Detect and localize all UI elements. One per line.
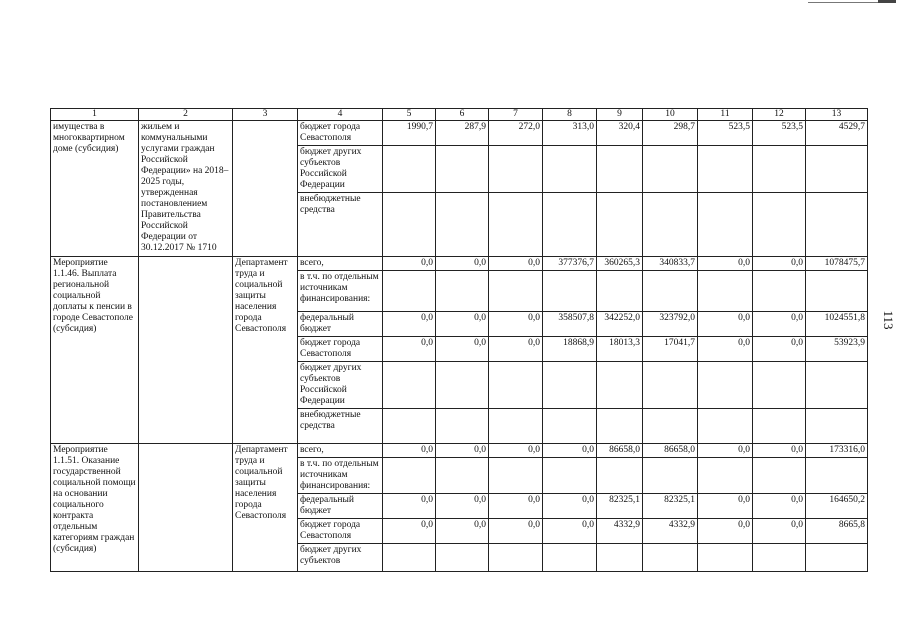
funding-source-label: бюджет других субъектов Российской Федерации [298, 146, 383, 193]
value-cell-col-6 [436, 193, 489, 257]
value-cell-col-6: 0,0 [436, 494, 489, 519]
value-cell-col-9: 342252,0 [597, 312, 643, 337]
value-cell-col-5 [383, 458, 436, 494]
value-cell-col-10: 4332,9 [643, 519, 698, 544]
group-col1-cell: имущества в многоквартирном доме (субсидия) [51, 121, 139, 257]
group-col3-cell: Департамент труда и социальной защиты населения города Севастополя [233, 257, 298, 444]
header-cell-8: 8 [543, 109, 597, 121]
value-cell-col-8: 18868,9 [543, 337, 597, 362]
header-cell-11: 11 [698, 109, 753, 121]
group-col1-cell: Мероприятие 1.1.51. Оказание государственной социальной помощи на основании социального контракта отдельным категориям граждан (субсидия) [51, 444, 139, 572]
value-cell-col-12 [753, 146, 806, 193]
group-col2-cell [139, 257, 233, 444]
value-cell-col-12: 0,0 [753, 312, 806, 337]
value-cell-col-10: 82325,1 [643, 494, 698, 519]
value-cell-col-5: 0,0 [383, 494, 436, 519]
value-cell-col-12 [753, 458, 806, 494]
funding-source-label: всего, [298, 444, 383, 458]
value-cell-col-5: 0,0 [383, 337, 436, 362]
value-cell-col-11: 0,0 [698, 519, 753, 544]
value-cell-col-10 [643, 146, 698, 193]
value-cell-col-12: 0,0 [753, 337, 806, 362]
group-col2-cell: жильем и коммунальными услугами граждан Российской Федерации» на 2018–2025 годы, утвержденная постановлением Правительства Российской Федерации от 30.12.2017 № 1710 [139, 121, 233, 257]
group-col2-cell [139, 444, 233, 572]
value-cell-col-7 [489, 193, 543, 257]
value-cell-col-10 [643, 193, 698, 257]
header-cell-1: 1 [51, 109, 139, 121]
value-cell-col-7 [489, 146, 543, 193]
value-cell-col-13 [806, 271, 868, 312]
group-col1-cell: Мероприятие 1.1.46. Выплата региональной социальной доплаты к пенсии в городе Севастополе (субсидия) [51, 257, 139, 444]
value-cell-col-5: 0,0 [383, 312, 436, 337]
value-cell-col-5 [383, 271, 436, 312]
table-row [51, 444, 868, 458]
value-cell-col-8: 377376,7 [543, 257, 597, 271]
header-cell-10: 10 [643, 109, 698, 121]
value-cell-col-9: 4332,9 [597, 519, 643, 544]
funding-source-label: федеральный бюджет [298, 494, 383, 519]
header-cell-12: 12 [753, 109, 806, 121]
value-cell-col-13 [806, 146, 868, 193]
value-cell-col-13: 53923,9 [806, 337, 868, 362]
value-cell-col-6: 0,0 [436, 337, 489, 362]
value-cell-col-5 [383, 362, 436, 409]
value-cell-col-10: 298,7 [643, 121, 698, 146]
value-cell-col-8 [543, 271, 597, 312]
value-cell-col-7: 0,0 [489, 257, 543, 271]
value-cell-col-6 [436, 362, 489, 409]
value-cell-col-9 [597, 409, 643, 444]
value-cell-col-7 [489, 409, 543, 444]
header-cell-9: 9 [597, 109, 643, 121]
value-cell-col-13 [806, 458, 868, 494]
value-cell-col-11 [698, 458, 753, 494]
value-cell-col-13: 164650,2 [806, 494, 868, 519]
table-row [51, 121, 868, 146]
funding-source-label: бюджет города Севастополя [298, 121, 383, 146]
value-cell-col-9 [597, 271, 643, 312]
table-header-row [51, 109, 868, 121]
value-cell-col-11 [698, 362, 753, 409]
value-cell-col-7: 0,0 [489, 337, 543, 362]
value-cell-col-13: 4529,7 [806, 121, 868, 146]
value-cell-col-7 [489, 271, 543, 312]
value-cell-col-9: 82325,1 [597, 494, 643, 519]
funding-source-label: внебюджетные средства [298, 409, 383, 444]
value-cell-col-6: 0,0 [436, 257, 489, 271]
budget-table [50, 108, 868, 572]
value-cell-col-5: 0,0 [383, 519, 436, 544]
value-cell-col-7 [489, 544, 543, 572]
value-cell-col-7: 0,0 [489, 494, 543, 519]
value-cell-col-10: 323792,0 [643, 312, 698, 337]
funding-source-label: бюджет города Севастополя [298, 519, 383, 544]
value-cell-col-9: 320,4 [597, 121, 643, 146]
value-cell-col-11: 0,0 [698, 257, 753, 271]
value-cell-col-13: 173316,0 [806, 444, 868, 458]
value-cell-col-9 [597, 362, 643, 409]
value-cell-col-12 [753, 544, 806, 572]
value-cell-col-7: 0,0 [489, 312, 543, 337]
value-cell-col-8: 358507,8 [543, 312, 597, 337]
value-cell-col-8 [543, 409, 597, 444]
value-cell-col-12 [753, 193, 806, 257]
group-col3-cell [233, 121, 298, 257]
value-cell-col-9 [597, 193, 643, 257]
value-cell-col-8: 0,0 [543, 519, 597, 544]
value-cell-col-8: 0,0 [543, 494, 597, 519]
header-cell-7: 7 [489, 109, 543, 121]
value-cell-col-6: 287,9 [436, 121, 489, 146]
value-cell-col-5: 0,0 [383, 444, 436, 458]
value-cell-col-12 [753, 271, 806, 312]
value-cell-col-8: 313,0 [543, 121, 597, 146]
value-cell-col-7: 272,0 [489, 121, 543, 146]
funding-source-label: в т.ч. по отдельным источникам финансирования: [298, 271, 383, 312]
value-cell-col-11: 0,0 [698, 444, 753, 458]
value-cell-col-12: 0,0 [753, 519, 806, 544]
header-cell-4: 4 [298, 109, 383, 121]
value-cell-col-12 [753, 362, 806, 409]
value-cell-col-8 [543, 458, 597, 494]
value-cell-col-9 [597, 544, 643, 572]
value-cell-col-6 [436, 458, 489, 494]
table-row [51, 257, 868, 271]
header-cell-6: 6 [436, 109, 489, 121]
value-cell-col-9: 360265,3 [597, 257, 643, 271]
value-cell-col-11: 0,0 [698, 337, 753, 362]
value-cell-col-11 [698, 544, 753, 572]
value-cell-col-6: 0,0 [436, 312, 489, 337]
value-cell-col-6 [436, 271, 489, 312]
value-cell-col-11 [698, 146, 753, 193]
value-cell-col-10: 340833,7 [643, 257, 698, 271]
value-cell-col-10 [643, 409, 698, 444]
value-cell-col-10: 17041,7 [643, 337, 698, 362]
value-cell-col-10 [643, 271, 698, 312]
group-col3-cell: Департамент труда и социальной защиты населения города Севастополя [233, 444, 298, 572]
value-cell-col-8 [543, 146, 597, 193]
value-cell-col-7 [489, 458, 543, 494]
value-cell-col-11: 523,5 [698, 121, 753, 146]
value-cell-col-13: 1024551,8 [806, 312, 868, 337]
value-cell-col-10 [643, 458, 698, 494]
value-cell-col-12: 0,0 [753, 494, 806, 519]
value-cell-col-7: 0,0 [489, 444, 543, 458]
header-cell-3: 3 [233, 109, 298, 121]
funding-source-label: бюджет города Севастополя [298, 337, 383, 362]
header-cell-13: 13 [806, 109, 868, 121]
value-cell-col-5 [383, 146, 436, 193]
value-cell-col-11 [698, 409, 753, 444]
value-cell-col-11: 0,0 [698, 494, 753, 519]
value-cell-col-8 [543, 193, 597, 257]
value-cell-col-8 [543, 544, 597, 572]
value-cell-col-10 [643, 544, 698, 572]
value-cell-col-13: 1078475,7 [806, 257, 868, 271]
value-cell-col-5 [383, 409, 436, 444]
value-cell-col-13 [806, 409, 868, 444]
funding-source-label: федеральный бюджет [298, 312, 383, 337]
funding-source-label: в т.ч. по отдельным источникам финансирования: [298, 458, 383, 494]
funding-source-label: бюджет других субъектов [298, 544, 383, 572]
value-cell-col-5: 1990,7 [383, 121, 436, 146]
value-cell-col-11 [698, 193, 753, 257]
value-cell-col-12 [753, 409, 806, 444]
value-cell-col-9: 86658,0 [597, 444, 643, 458]
value-cell-col-12: 0,0 [753, 444, 806, 458]
value-cell-col-5 [383, 544, 436, 572]
value-cell-col-10: 86658,0 [643, 444, 698, 458]
value-cell-col-11 [698, 271, 753, 312]
value-cell-col-10 [643, 362, 698, 409]
funding-source-label: бюджет других субъектов Российской Федерации [298, 362, 383, 409]
value-cell-col-12: 0,0 [753, 257, 806, 271]
value-cell-col-5 [383, 193, 436, 257]
page-number: 113 [881, 310, 896, 330]
value-cell-col-6: 0,0 [436, 519, 489, 544]
value-cell-col-6 [436, 146, 489, 193]
value-cell-col-6 [436, 409, 489, 444]
top-rule-mark [878, 0, 896, 3]
value-cell-col-11: 0,0 [698, 312, 753, 337]
value-cell-col-9: 18013,3 [597, 337, 643, 362]
value-cell-col-9 [597, 146, 643, 193]
funding-source-label: всего, [298, 257, 383, 271]
value-cell-col-8: 0,0 [543, 444, 597, 458]
value-cell-col-12: 523,5 [753, 121, 806, 146]
value-cell-col-9 [597, 458, 643, 494]
value-cell-col-13 [806, 544, 868, 572]
value-cell-col-6: 0,0 [436, 444, 489, 458]
value-cell-col-5: 0,0 [383, 257, 436, 271]
value-cell-col-7 [489, 362, 543, 409]
value-cell-col-13 [806, 193, 868, 257]
value-cell-col-13: 8665,8 [806, 519, 868, 544]
header-cell-5: 5 [383, 109, 436, 121]
value-cell-col-8 [543, 362, 597, 409]
value-cell-col-7: 0,0 [489, 519, 543, 544]
funding-source-label: внебюджетные средства [298, 193, 383, 257]
value-cell-col-13 [806, 362, 868, 409]
header-cell-2: 2 [139, 109, 233, 121]
value-cell-col-6 [436, 544, 489, 572]
